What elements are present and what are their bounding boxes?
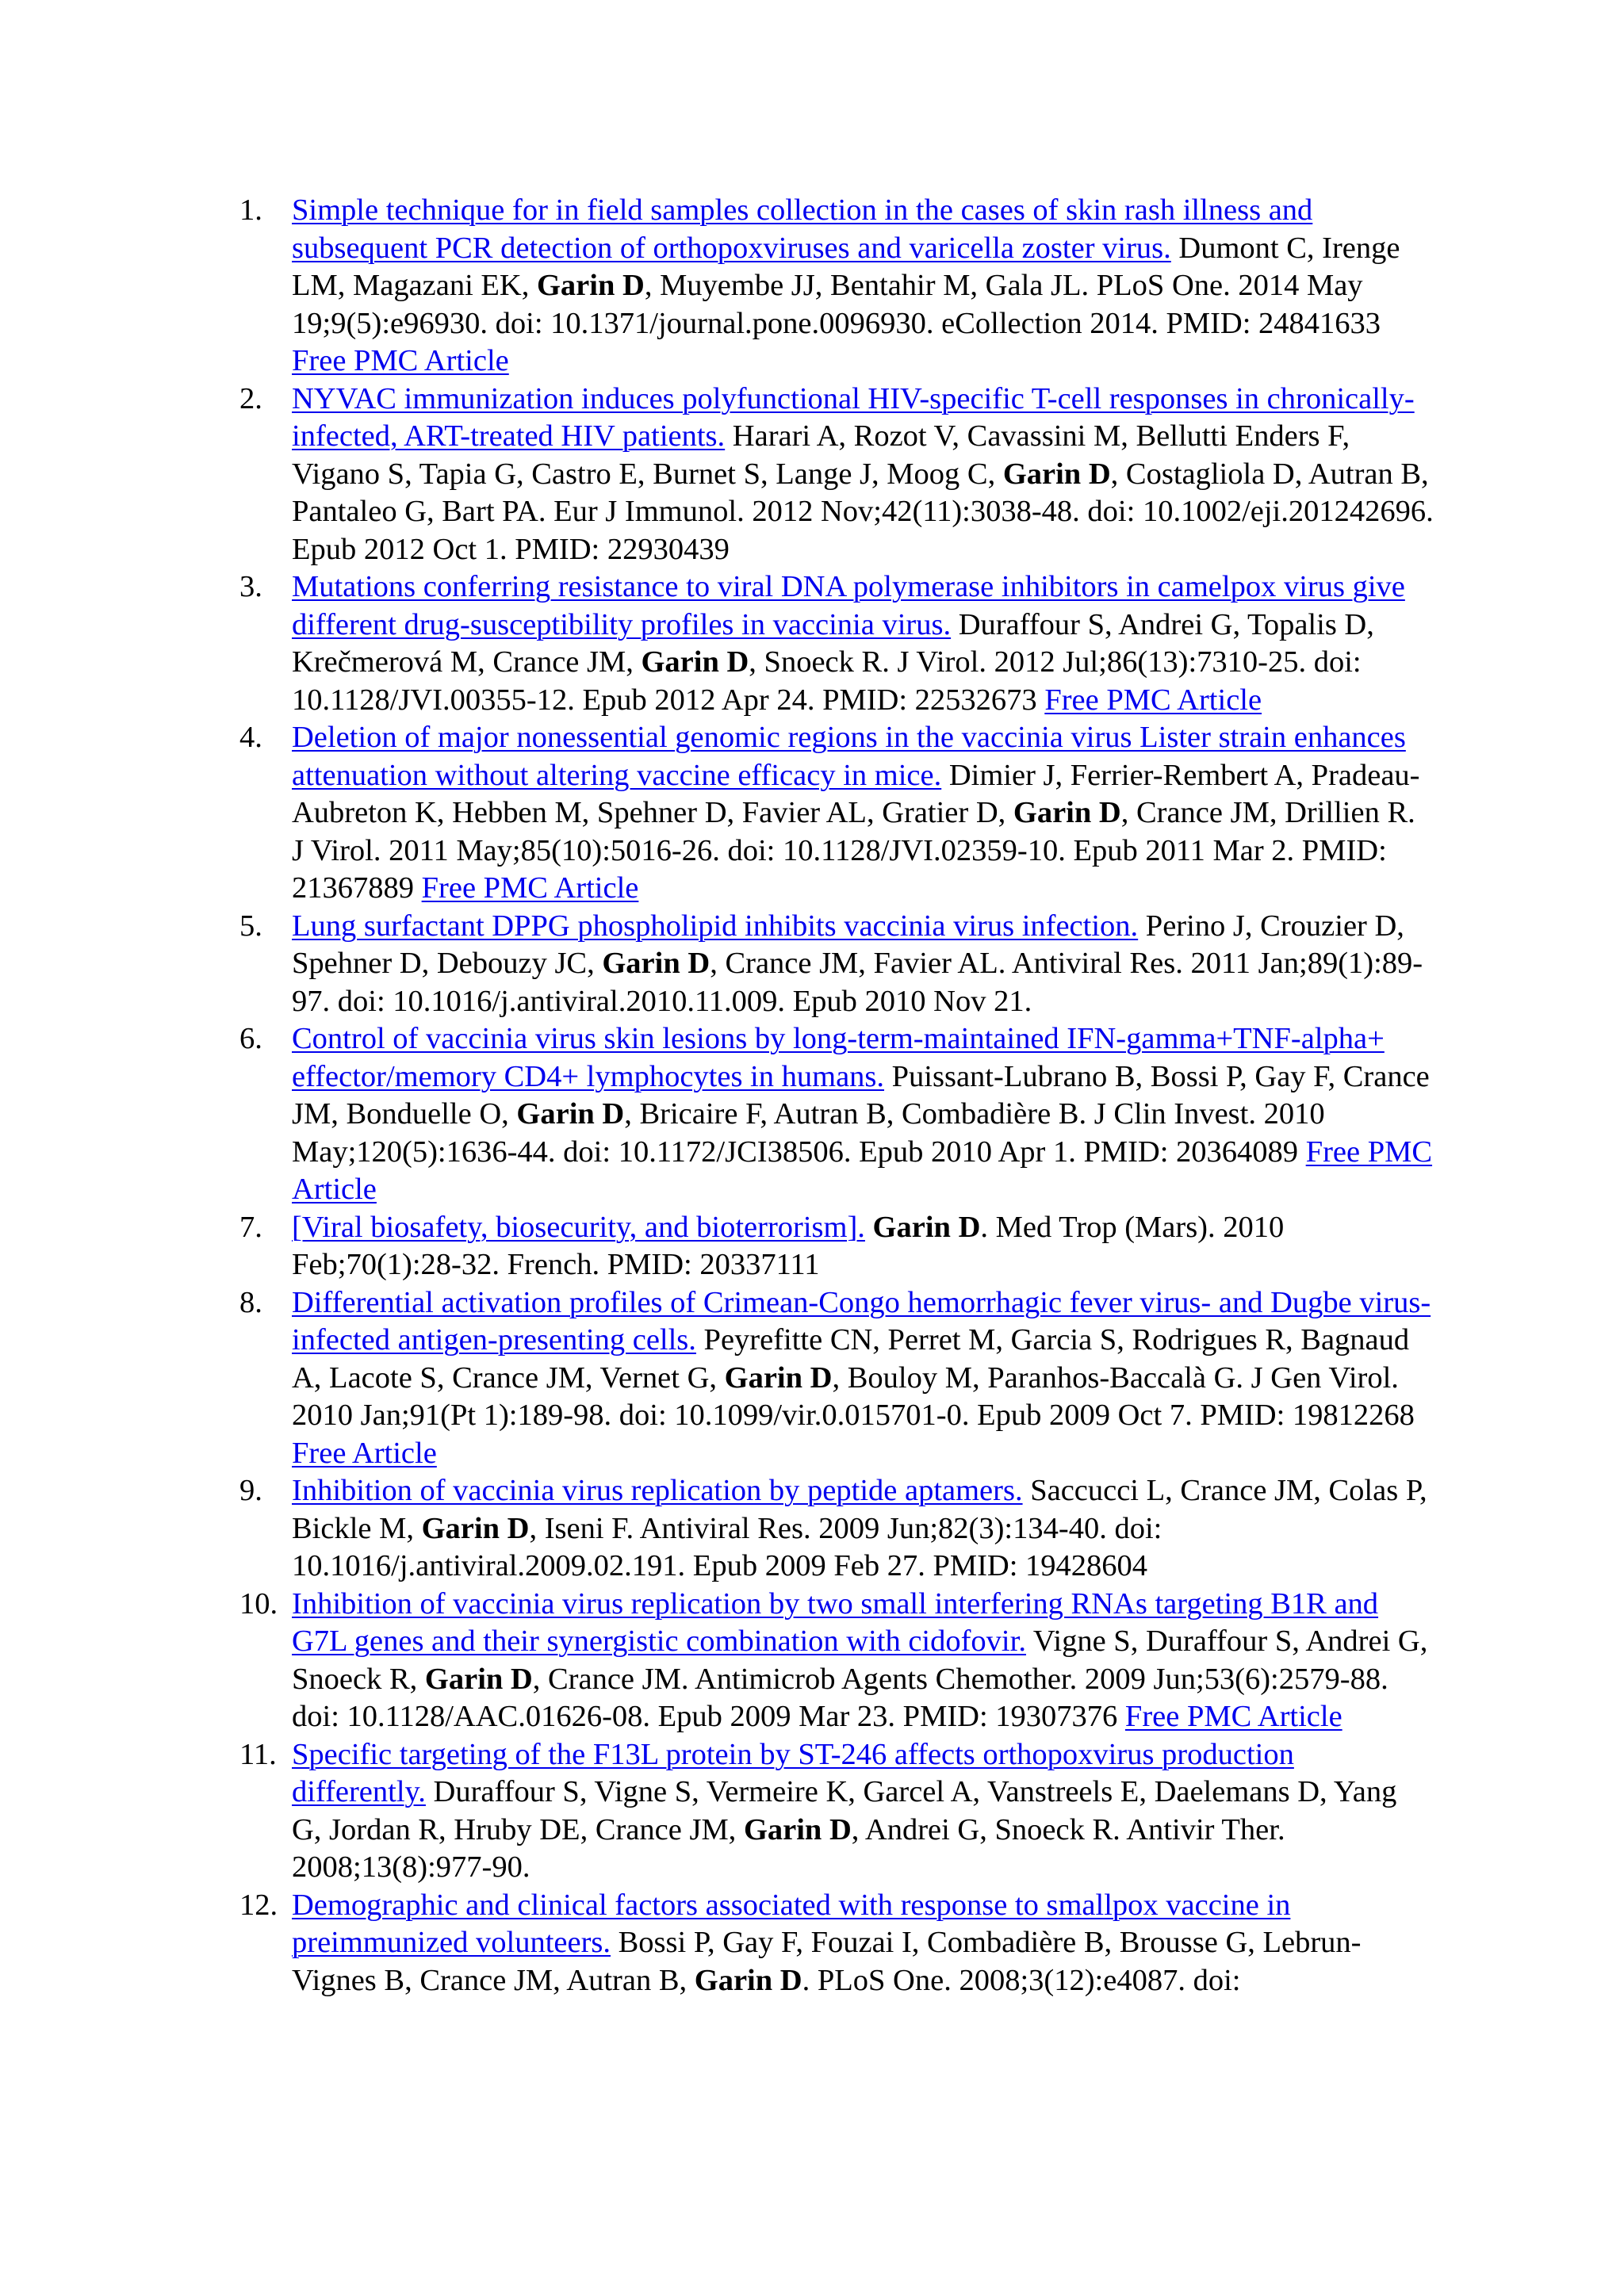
article-title-link[interactable]: Demographic and clinical factors associated with response to smallpox vaccine in preimmunized volunteers. (292, 1888, 1291, 1959)
highlighted-author: Garin D (424, 1662, 533, 1696)
reference-item (239, 1586, 1434, 1736)
authors-after: , Andrei G, Snoeck R. (851, 1812, 1120, 1846)
authors-before: Bossi P, Gay F, Fouzai I, Combadière B, Brousse G, Lebrun-Vignes B, Crance JM, Autran B, (292, 1926, 1362, 1997)
citation-details: J Virol. 2012 Jul;86(13):7310-25. doi: 10.1128/JVI.00355-12. Epub 2012 Apr 24. PMID: 22532673 (292, 645, 1362, 717)
citation-details: J Clin Invest. 2010 May;120(5):1636-44. doi: 10.1172/JCI38506. Epub 2010 Apr 1. PMID: 20364089 (292, 1097, 1325, 1169)
authors-before: Dimier J, Ferrier-Rembert A, Pradeau-Aubreton K, Hebben M, Spehner D, Favier AL, Gratier D, (292, 758, 1420, 829)
authors-after: . (802, 1963, 810, 1997)
article-title-link[interactable]: Inhibition of vaccinia virus replication by two small interfering RNAs targeting B1R and G7L genes and their synergistic combination with cidofovir. (292, 1586, 1379, 1658)
citation-details: Antiviral Res. 2011 Jan;89(1):89-97. doi: 10.1016/j.antiviral.2010.11.009. Epub 2010 Nov 21. (292, 947, 1423, 1018)
reference-item (239, 1736, 1434, 1887)
highlighted-author: Garin D (536, 269, 645, 302)
authors-after: , Crance JM, Favier AL. (710, 947, 1006, 980)
highlighted-author: Garin D (724, 1360, 833, 1395)
authors-after: , Snoeck R. (749, 645, 890, 679)
highlighted-author: Garin D (516, 1097, 625, 1131)
free-article-link[interactable]: Free PMC Article (421, 871, 639, 905)
article-title-link[interactable]: Specific targeting of the F13L protein by ST-246 affects orthopoxvirus production differently. (292, 1737, 1294, 1808)
reference-number: 3. (239, 570, 262, 603)
reference-number: 7. (239, 1210, 262, 1244)
citation-details: J Gen Virol. 2010 Jan;91(Pt 1):189-98. doi: 10.1099/vir.0.015701-0. Epub 2009 Oct 7. PMID: 19812268 (292, 1360, 1415, 1432)
authors-before: Puissant-Lubrano B, Bossi P, Gay F, Crance JM, Bonduelle O, (292, 1059, 1430, 1131)
free-article-link[interactable]: Free PMC Article (1124, 1700, 1342, 1733)
authors-before: Perino J, Crouzier D, Spehner D, Debouzy JC, (292, 909, 1404, 980)
authors-before: Peyrefitte CN, Perret M, Garcia S, Rodrigues R, Bagnaud A, Lacote S, Crance JM, Vernet G, (292, 1323, 1410, 1395)
article-title-link[interactable]: Control of vaccinia virus skin lesions by long-term-maintained IFN-gamma+TNF-alpha+ effector/memory CD4+ lymphocytes in humans. (292, 1022, 1385, 1093)
reference-item (239, 1887, 1434, 2000)
authors-before: Duraffour S, Andrei G, Topalis D, Krečmerová M, Crance JM, (292, 607, 1374, 679)
citation-details: Antimicrob Agents Chemother. 2009 Jun;53(6):2579-88. doi: 10.1128/AAC.01626-08. Epub 2009 Mar 23. PMID: 19307376 (292, 1662, 1388, 1733)
reference-item (239, 381, 1434, 569)
authors-after: , Crance JM. (532, 1662, 689, 1696)
reference-number: 11. (239, 1737, 277, 1771)
free-article-link[interactable]: Free PMC Article (292, 344, 509, 377)
authors-before: Dumont C, Irenge LM, Magazani EK, (292, 231, 1400, 302)
authors-after: . (980, 1210, 988, 1244)
reference-number: 5. (239, 909, 262, 943)
reference-list (239, 192, 1434, 1999)
highlighted-author: Garin D (641, 645, 749, 679)
highlighted-author: Garin D (1013, 796, 1121, 829)
reference-number: 4. (239, 721, 262, 754)
free-article-link[interactable]: Free PMC Article (292, 1135, 1433, 1206)
citation-details: PLoS One. 2008;3(12):e4087. doi: (810, 1963, 1241, 1997)
reference-number: 1. (239, 193, 262, 227)
highlighted-author: Garin D (421, 1511, 530, 1545)
highlighted-author: Garin D (602, 947, 710, 980)
authors-after: , Crance JM, Drillien R. (1120, 796, 1415, 829)
reference-number: 2. (239, 381, 262, 415)
citation-details: J Virol. 2011 May;85(10):5016-26. doi: 10.1128/JVI.02359-10. Epub 2011 Mar 2. PMID: 21367889 (292, 833, 1387, 905)
authors-before: Harari A, Rozot V, Cavassini M, Bellutti Enders F, Vigano S, Tapia G, Castro E, Burnet S, Lange J, Moog C, (292, 419, 1350, 491)
reference-item (239, 568, 1434, 719)
citation-details: Med Trop (Mars). 2010 Feb;70(1):28-32. French. PMID: 20337111 (292, 1210, 1285, 1281)
authors-after: , Costagliola D, Autran B, Pantaleo G, Bart PA. (292, 457, 1429, 528)
article-title-link[interactable]: Differential activation profiles of Crimean-Congo hemorrhagic fever virus- and Dugbe virus-infected antigen-presenting cells. (292, 1285, 1431, 1357)
authors-after: , Bricaire F, Autran B, Combadière B. (624, 1097, 1087, 1131)
authors-before: Vigne S, Duraffour S, Andrei G, Snoeck R, (292, 1624, 1428, 1696)
authors-before (865, 1211, 873, 1244)
authors-before: Saccucci L, Crance JM, Colas P, Bickle M, (292, 1474, 1427, 1545)
reference-item (239, 1472, 1434, 1586)
highlighted-author: Garin D (1002, 457, 1111, 491)
article-title-link[interactable]: Mutations conferring resistance to viral DNA polymerase inhibitors in camelpox virus give different drug-susceptibility profiles in vaccinia virus. (292, 570, 1405, 641)
reference-item (239, 1209, 1434, 1284)
highlighted-author: Garin D (694, 1963, 802, 1997)
article-title-link[interactable]: Inhibition of vaccinia virus replication by peptide aptamers. (292, 1474, 1023, 1507)
reference-item (239, 719, 1434, 908)
highlighted-author: Garin D (743, 1812, 852, 1846)
article-title-link[interactable]: NYVAC immunization induces polyfunctional HIV-specific T-cell responses in chronically-infected, ART-treated HIV patients. (292, 381, 1415, 453)
reference-item (239, 192, 1434, 381)
reference-number: 12. (239, 1888, 278, 1922)
highlighted-author: Garin D (872, 1210, 981, 1244)
authors-after: , Bouloy M, Paranhos-Baccalà G. (832, 1360, 1244, 1395)
free-article-link[interactable]: Free PMC Article (1044, 683, 1262, 717)
reference-number: 9. (239, 1474, 262, 1507)
citation-details: Antivir Ther. 2008;13(8):977-90. (292, 1812, 1285, 1884)
free-article-link[interactable]: Free Article (292, 1436, 437, 1470)
citation-details: Antiviral Res. 2009 Jun;82(3):134-40. doi: 10.1016/j.antiviral.2009.02.191. Epub 2009 Feb 27. PMID: 19428604 (292, 1511, 1162, 1582)
article-title-link[interactable]: Deletion of major nonessential genomic regions in the vaccinia virus Lister strain enhances attenuation without altering vaccine efficacy in mice. (292, 721, 1406, 792)
article-title-link[interactable]: Lung surfactant DPPG phospholipid inhibits vaccinia virus infection. (292, 909, 1139, 943)
reference-number: 10. (239, 1586, 278, 1621)
article-title-link[interactable]: [Viral biosafety, biosecurity, and bioterrorism]. (292, 1210, 865, 1244)
reference-number: 8. (239, 1285, 262, 1319)
reference-item (239, 908, 1434, 1021)
authors-after: , Iseni F. (529, 1511, 634, 1545)
reference-item (239, 1284, 1434, 1473)
article-title-link[interactable]: Simple technique for in field samples collection in the cases of skin rash illness and subsequent PCR detection of orthopoxviruses and varicella zoster virus. (292, 193, 1313, 265)
reference-number: 6. (239, 1022, 262, 1055)
reference-item (239, 1020, 1434, 1209)
citation-details: Eur J Immunol. 2012 Nov;42(11):3038-48. doi: 10.1002/eji.201242696. Epub 2012 Oct 1. PMID: 22930439 (292, 495, 1434, 566)
authors-before: Duraffour S, Vigne S, Vermeire K, Garcel A, Vanstreels E, Daelemans D, Yang G, Jordan R, Hruby DE, Crance JM, (292, 1775, 1397, 1846)
authors-after: , Muyembe JJ, Bentahir M, Gala JL. (644, 269, 1090, 302)
citation-details: PLoS One. 2014 May 19;9(5):e96930. doi: 10.1371/journal.pone.0096930. eCollection 2014. PMID: 24841633 (292, 269, 1381, 340)
